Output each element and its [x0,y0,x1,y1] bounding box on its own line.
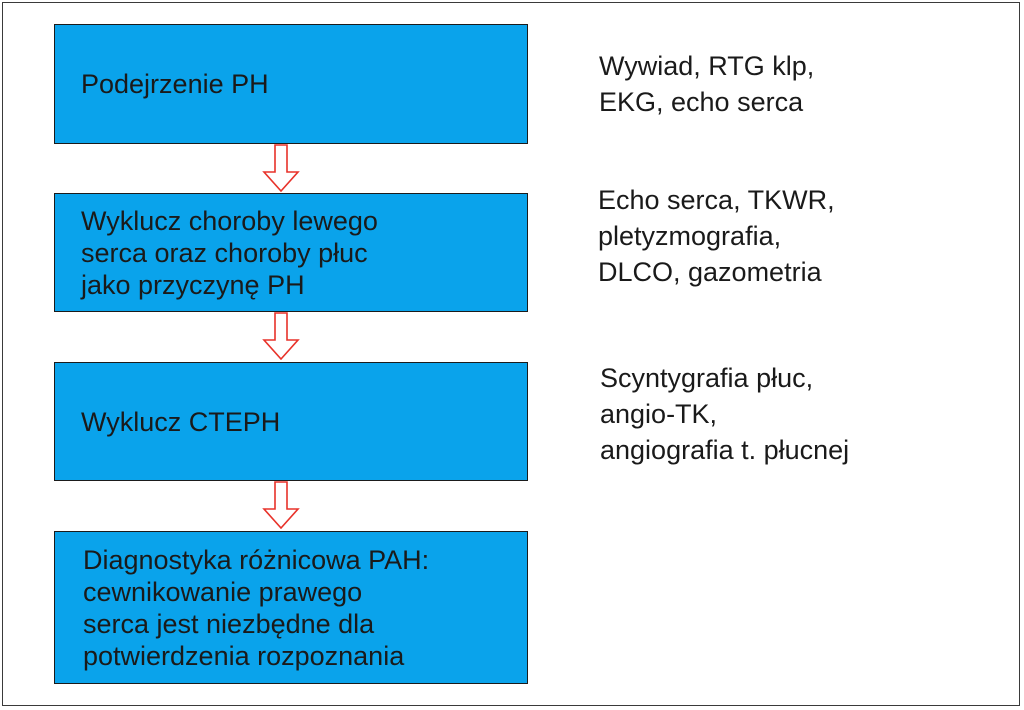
step-text [55,544,439,672]
down-arrow-icon [262,312,300,360]
step-line: Wyklucz CTEPH [81,406,281,437]
note-tests-heart-lung [598,182,835,290]
step-line: serca jest niezbędne dla [83,608,375,639]
down-arrow-icon [262,481,300,529]
note-line: Echo serca, TKWR, [598,185,835,215]
note-line: EKG, echo serca [599,87,804,117]
step-box-differential-diagnosis [54,531,528,684]
step-box-exclude-heart-lung [54,193,528,312]
step-line: Podejrzenie PH [81,69,269,99]
step-line: Wyklucz choroby lewego [81,205,378,236]
note-tests-cteph [600,360,849,468]
down-arrow-icon [262,144,300,192]
step-line: Diagnostyka różnicowa PAH: [83,544,430,575]
step-text [55,205,388,301]
note-line: angio-TK, [600,399,718,429]
step-line: jako przyczynę PH [81,269,305,300]
step-line: cewnikowanie prawego [83,576,363,607]
note-line: DLCO, gazometria [598,257,822,287]
note-line: Wywiad, RTG klp, [599,51,815,81]
step-line: serca oraz choroby płuc [81,237,368,268]
step-text [55,68,279,100]
step-text [55,406,290,438]
note-tests-suspicion [599,48,814,120]
note-line: Scyntygrafia płuc, [600,363,814,393]
step-box-suspicion [54,24,528,144]
step-line: potwierdzenia rozpoznania [83,640,405,671]
note-line: pletyzmografia, [598,221,782,251]
note-line: angiografia t. płucnej [600,435,850,465]
step-box-exclude-cteph [54,362,528,481]
